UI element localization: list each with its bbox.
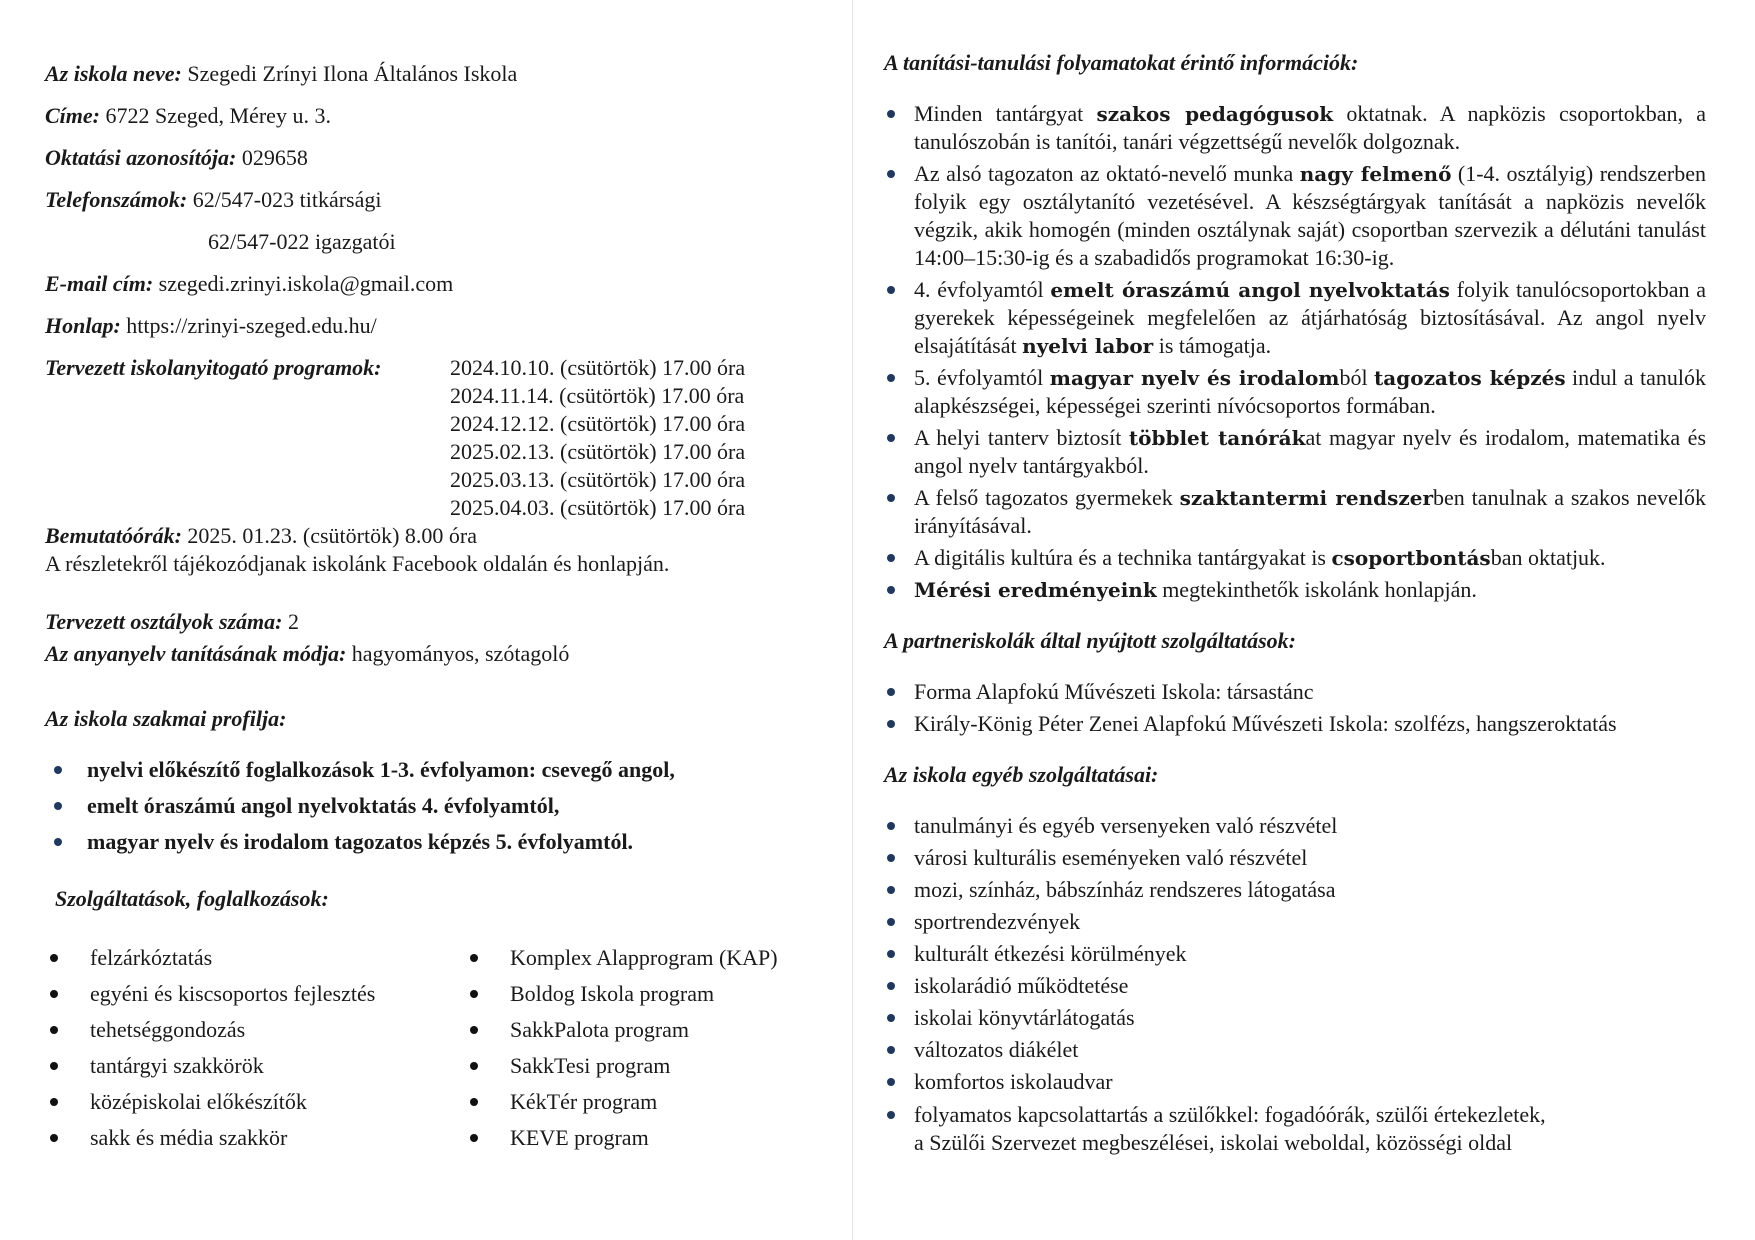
list-item — [884, 1002, 1706, 1034]
bullet-icon — [54, 838, 62, 846]
open-day-date: 2025.02.13. (csütörtök) 17.00 óra — [450, 439, 746, 464]
list-item — [884, 970, 1706, 1002]
bullet-icon — [54, 766, 62, 774]
phones-label: Telefonszámok: — [45, 187, 188, 212]
demo-lessons-row — [45, 522, 477, 550]
list-item — [45, 1048, 455, 1084]
school-name-value: Szegedi Zrínyi Ilona Általános Iskola — [187, 61, 518, 86]
open-days-label — [45, 354, 382, 382]
list-item — [884, 364, 1706, 420]
list-item — [884, 906, 1706, 938]
list-item-text: folyik tanulócsoportokban a gyerekek képességeinek megfelelően az átjárhatóság biztosításával. Az angol nyelv elsajátítását — [914, 277, 1706, 358]
class-count-value: 2 — [288, 609, 299, 634]
list-item — [884, 576, 1706, 604]
partners-heading: A partneriskolák által nyújtott szolgáltatások: — [884, 628, 1296, 653]
list-item-text: SakkPalota program — [510, 1017, 690, 1042]
demo-lessons-label: Bemutatóórák: — [45, 523, 182, 548]
list-item — [45, 976, 455, 1012]
emphasis-text: szaktantermi rendszer — [1179, 486, 1434, 510]
list-item-text: megtekinthetők iskolánk honlapján. — [1156, 577, 1477, 602]
services-heading: Szolgáltatások, foglalkozások: — [55, 886, 329, 911]
list-item-text: ból — [1339, 365, 1375, 390]
open-days-label-text: Tervezett iskolanyitogató programok: — [45, 355, 382, 380]
school-name-label: Az iskola neve: — [45, 61, 182, 86]
emphasis-text: nagy felmenő — [1299, 162, 1452, 186]
list-item-text: városi kulturális eseményeken való részvétel — [914, 845, 1308, 870]
address-label: Címe: — [45, 103, 100, 128]
details-note: A részletekről tájékozódjanak iskolánk Facebook oldalán és honlapján. — [45, 551, 670, 576]
bullet-icon — [470, 954, 478, 962]
list-item-text: A helyi tanterv biztosít — [914, 425, 1129, 450]
open-day-date: 2024.12.12. (csütörtök) 17.00 óra — [450, 411, 746, 436]
left-column — [45, 0, 835, 1240]
services-list-2 — [465, 940, 835, 1156]
bullet-icon — [470, 1098, 478, 1106]
open-day-date: 2025.04.03. (csütörtök) 17.00 óra — [450, 495, 746, 520]
list-item-text: tantárgyi szakkörök — [90, 1053, 264, 1078]
list-item — [45, 1012, 455, 1048]
list-item-text: Forma Alapfokú Művészeti Iskola: társastánc — [914, 679, 1314, 704]
bullet-icon — [887, 854, 895, 862]
bullet-icon — [887, 688, 895, 696]
list-item-text: kulturált étkezési körülmények — [914, 941, 1187, 966]
bullet-icon — [887, 950, 895, 958]
bullet-icon — [887, 586, 895, 594]
bullet-icon — [887, 918, 895, 926]
list-item — [465, 1084, 835, 1120]
list-item-text: tanulmányi és egyéb versenyeken való részvétel — [914, 813, 1338, 838]
profile-list — [45, 752, 835, 860]
class-count-label: Tervezett osztályok száma: — [45, 609, 283, 634]
bullet-icon — [887, 374, 895, 382]
list-item-text: nyelvi előkészítő foglalkozások 1-3. évfolyamon: csevegő angol, — [87, 757, 675, 782]
list-item-text: at magyar nyelv és irodalom, matematika és angol nyelv tantárgyakból. — [914, 425, 1706, 478]
list-item-text: egyéni és kiscsoportos fejlesztés — [90, 981, 376, 1006]
list-item-text: (1-4. osztályig) rendszerben folyik egy osztálytanító vezetésével. A készségtárgyak tanítását a napközis nevelők végzik, akik homogén (minden osztálynak saját) csoportban szervezik a délutáni tanulást 14:00–15:30-ig és a szabadidős programokat 16:30-ig. — [914, 161, 1706, 270]
school-name-row — [45, 60, 517, 88]
phone-director: 62/547-022 igazgatói — [208, 229, 396, 254]
open-day-date: 2024.11.14. (csütörtök) 17.00 óra — [450, 383, 745, 408]
list-item-text: A felső tagozatos gyermekek — [914, 485, 1180, 510]
demo-lessons-value: 2025. 01.23. (csütörtök) 8.00 óra — [187, 523, 478, 548]
bullet-icon — [887, 170, 895, 178]
emphasis-text: magyar nyelv és irodalom — [1049, 366, 1340, 390]
bullet-icon — [887, 1111, 895, 1119]
bullet-icon — [470, 1062, 478, 1070]
emphasis-text: nyelvi labor — [1022, 334, 1154, 358]
list-item — [45, 940, 455, 976]
email-row — [45, 270, 453, 298]
services-list-1 — [45, 940, 455, 1156]
bullet-icon — [887, 434, 895, 442]
teaching-list — [884, 100, 1706, 608]
address-row — [45, 102, 331, 130]
partners-list — [884, 676, 1706, 740]
list-item — [884, 842, 1706, 874]
bullet-icon — [50, 1134, 58, 1142]
list-item-text: ban oktatjuk. — [1490, 545, 1606, 570]
class-count-row — [45, 608, 299, 636]
list-item-text: sportrendezvények — [914, 909, 1081, 934]
list-item-text: magyar nyelv és irodalom tagozatos képzés 5. évfolyamtól. — [87, 829, 634, 854]
bullet-icon — [887, 1014, 895, 1022]
list-item-text: KEVE program — [510, 1125, 649, 1150]
list-item-text: tehetséggondozás — [90, 1017, 246, 1042]
other-services-list — [884, 810, 1706, 1098]
website-link[interactable]: https://zrinyi-szeged.edu.hu/ — [126, 313, 377, 338]
list-item-text: iskolarádió működtetése — [914, 973, 1129, 998]
other-heading: Az iskola egyéb szolgáltatásai: — [884, 762, 1159, 787]
bullet-icon — [470, 990, 478, 998]
list-item — [45, 824, 835, 860]
list-item — [465, 1048, 835, 1084]
bullet-icon — [887, 110, 895, 118]
emphasis-text: többlet tanórák — [1128, 426, 1306, 450]
list-item-text: A digitális kultúra és a technika tantárgyakat is — [914, 545, 1332, 570]
bullet-icon — [50, 1098, 58, 1106]
list-item — [884, 160, 1706, 272]
list-item — [884, 1066, 1706, 1098]
emphasis-text: emelt óraszámú angol nyelvoktatás — [1050, 278, 1450, 302]
emphasis-text: csoportbontás — [1331, 546, 1491, 570]
email-link[interactable]: szegedi.zrinyi.iskola@gmail.com — [158, 271, 454, 296]
list-item-text: SakkTesi program — [510, 1053, 671, 1078]
list-item — [465, 976, 835, 1012]
website-row — [45, 312, 377, 340]
edu-id-row — [45, 144, 308, 172]
emphasis-text: tagozatos képzés — [1374, 366, 1566, 390]
edu-id-value: 029658 — [241, 145, 308, 170]
list-item-text: a Szülői Szervezet megbeszélései, iskolai weboldal, közösségi oldal — [914, 1130, 1513, 1155]
list-item — [884, 676, 1706, 708]
address-value: 6722 Szeged, Mérey u. 3. — [105, 103, 331, 128]
list-item — [884, 100, 1706, 156]
contact-list — [884, 1101, 1706, 1157]
email-label: E-mail cím: — [45, 271, 154, 296]
list-item-text: emelt óraszámú angol nyelvoktatás 4. évfolyamtól, — [87, 793, 560, 818]
list-item-text: folyamatos kapcsolattartás a szülőkkel: fogadóórák, szülői értekezletek, — [914, 1102, 1546, 1127]
list-item-text: is támogatja. — [1153, 333, 1272, 358]
open-day-date: 2025.03.13. (csütörtök) 17.00 óra — [450, 467, 746, 492]
reading-method-row — [45, 640, 569, 668]
bullet-icon — [887, 554, 895, 562]
bullet-icon — [887, 822, 895, 830]
open-day-date: 2024.10.10. (csütörtök) 17.00 óra — [450, 355, 746, 380]
bullet-icon — [887, 1078, 895, 1086]
list-item-text: 5. évfolyamtól — [914, 365, 1050, 390]
list-item-text: komfortos iskolaudvar — [914, 1069, 1113, 1094]
list-item — [45, 752, 835, 788]
reading-method-value: hagyományos, szótagoló — [351, 641, 570, 666]
list-item-text: 4. évfolyamtól — [914, 277, 1051, 302]
list-item-text: indul a tanulók alapkészségei, képességei szerinti nívócsoportos formában. — [914, 365, 1707, 418]
phones-row — [45, 186, 382, 214]
list-item — [884, 544, 1706, 572]
list-item-text: Az alsó tagozaton az oktató-nevelő munka — [914, 161, 1300, 186]
list-item-text: Boldog Iskola program — [510, 981, 715, 1006]
bullet-icon — [887, 286, 895, 294]
list-item — [884, 810, 1706, 842]
bullet-icon — [50, 990, 58, 998]
bullet-icon — [50, 1062, 58, 1070]
website-label: Honlap: — [45, 313, 121, 338]
bullet-icon — [50, 1026, 58, 1034]
list-item — [45, 1120, 455, 1156]
list-item — [884, 874, 1706, 906]
list-item-text: mozi, színház, bábszínház rendszeres látogatása — [914, 877, 1336, 902]
list-item — [884, 938, 1706, 970]
list-item — [884, 1034, 1706, 1066]
bullet-icon — [50, 954, 58, 962]
list-item — [45, 1084, 455, 1120]
bullet-icon — [887, 494, 895, 502]
teaching-heading: A tanítási-tanulási folyamatokat érintő információk: — [884, 50, 1359, 75]
list-item-text: Komplex Alapprogram (KAP) — [510, 945, 778, 970]
list-item — [465, 1120, 835, 1156]
list-item — [884, 1101, 1706, 1157]
phone-secretary: 62/547-023 titkársági — [192, 187, 382, 212]
list-item — [884, 276, 1706, 360]
list-item-text: középiskolai előkészítők — [90, 1089, 307, 1114]
list-item-text: felzárkóztatás — [90, 945, 213, 970]
bullet-icon — [887, 886, 895, 894]
list-item-text: sakk és média szakkör — [90, 1125, 288, 1150]
bullet-icon — [887, 1046, 895, 1054]
emphasis-text: Mérési eredményeink — [914, 578, 1157, 602]
right-column — [884, 0, 1706, 1240]
bullet-icon — [887, 982, 895, 990]
list-item — [465, 940, 835, 976]
list-item — [884, 708, 1706, 740]
list-item-text: ben tanulnak a szakos nevelők irányításával. — [914, 485, 1706, 538]
list-item-text: Minden tantárgyat — [914, 101, 1097, 126]
list-item-text: oktatnak. A napközis csoportokban, a tanulószobán is tanítói, tanári végzettségű nevelők dolgoznak. — [914, 101, 1706, 154]
profile-heading: Az iskola szakmai profilja: — [45, 706, 287, 731]
list-item — [465, 1012, 835, 1048]
reading-method-label: Az anyanyelv tanításának módja: — [45, 641, 347, 666]
bullet-icon — [470, 1026, 478, 1034]
list-item — [884, 424, 1706, 480]
bullet-icon — [54, 802, 62, 810]
list-item — [884, 484, 1706, 540]
list-item-text: KékTér program — [510, 1089, 658, 1114]
edu-id-label: Oktatási azonosítója: — [45, 145, 237, 170]
list-item — [45, 788, 835, 824]
list-item-text: változatos diákélet — [914, 1037, 1079, 1062]
bullet-icon — [887, 720, 895, 728]
list-item-text: Király-König Péter Zenei Alapfokú Művészeti Iskola: szolfézs, hangszeroktatás — [914, 711, 1617, 736]
page-divider — [852, 0, 853, 1240]
list-item-text: iskolai könyvtárlátogatás — [914, 1005, 1135, 1030]
emphasis-text: szakos pedagógusok — [1096, 102, 1334, 126]
bullet-icon — [470, 1134, 478, 1142]
